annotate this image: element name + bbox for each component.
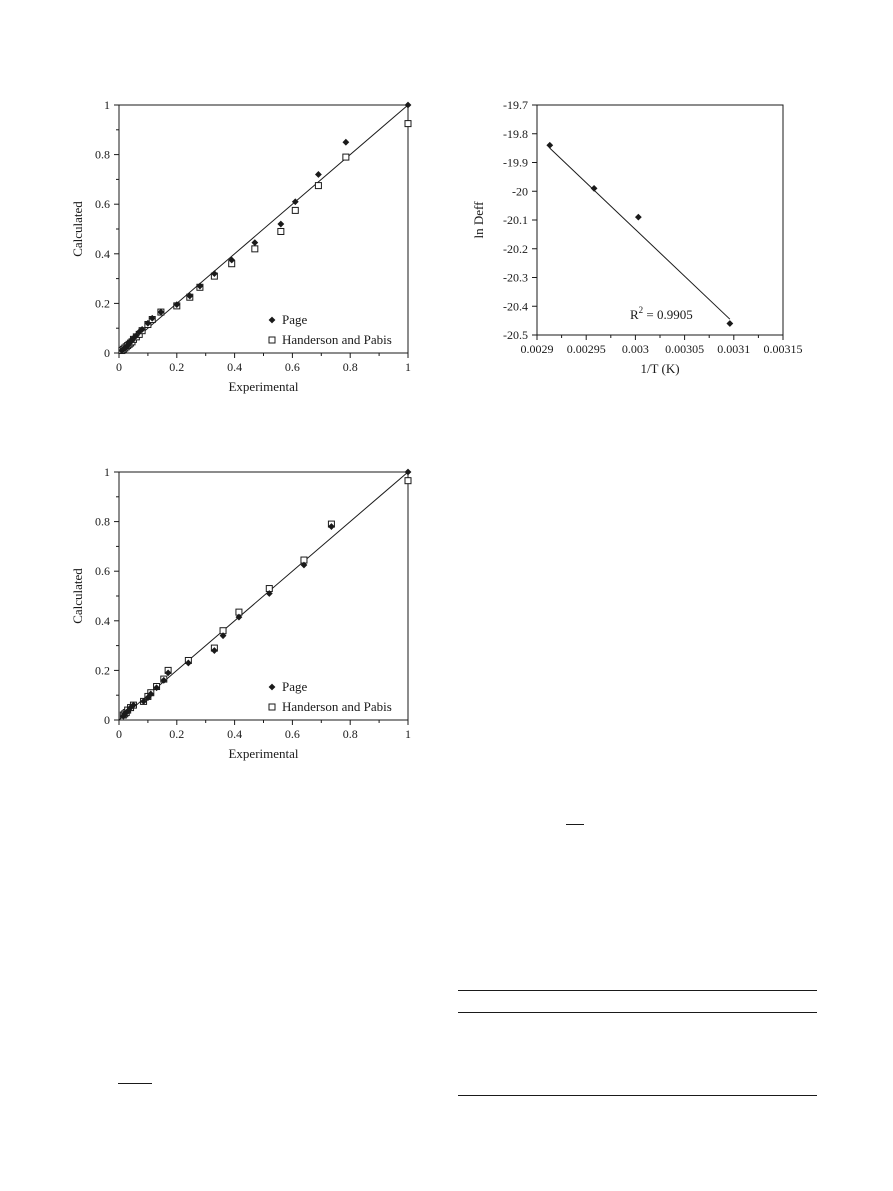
chart2-point-ln-deff bbox=[591, 185, 598, 192]
chart3-x-tick-label: 1 bbox=[405, 727, 411, 741]
chart1-y-tick-label: 1 bbox=[104, 98, 110, 112]
chart2-point-ln-deff bbox=[726, 320, 733, 327]
chart3-legend-marker-page bbox=[269, 684, 276, 691]
chart2-y-tick-label: -19.7 bbox=[503, 98, 528, 112]
chart2-x-tick-label: 0.003 bbox=[621, 342, 649, 356]
chart3-x-axis-title: Experimental bbox=[228, 746, 299, 761]
chart3-y-axis-title: Calculated bbox=[70, 568, 85, 624]
chart1-x-tick-label: 0 bbox=[116, 360, 122, 374]
chart1-x-tick-label: 0.6 bbox=[284, 360, 300, 374]
table-header-rule bbox=[458, 1012, 817, 1013]
chart3-y-tick-label: 0.8 bbox=[95, 514, 110, 529]
chart3-legend-label-page: Page bbox=[282, 679, 308, 694]
r-squared-superscript: 2 bbox=[638, 305, 644, 315]
chart1-point-page bbox=[251, 239, 258, 246]
chart2-y-tick-label: -20.4 bbox=[503, 299, 528, 314]
chart3-y-tick-label: 0 bbox=[104, 713, 110, 727]
chart1-point-handerson-pabis bbox=[405, 121, 411, 127]
chart2-y-tick-label: -20.3 bbox=[503, 270, 528, 285]
table-bottom-rule bbox=[458, 1095, 817, 1096]
chart1-legend-marker-handerson-pabis bbox=[269, 337, 275, 343]
chart2-r-squared-annotation bbox=[630, 305, 693, 322]
r-squared-value: = 0.9905 bbox=[643, 307, 693, 322]
chart2-x-axis-title: 1/T (K) bbox=[640, 361, 680, 376]
chart1-x-tick-label: 0.2 bbox=[169, 360, 185, 374]
chart3-x-tick-label: 0.2 bbox=[169, 727, 185, 741]
chart3-x-tick-label: 0.4 bbox=[227, 727, 243, 741]
chart1-point-handerson-pabis bbox=[278, 228, 284, 234]
chart1-legend-marker-page bbox=[269, 317, 276, 324]
chart3-x-tick-label: 0 bbox=[116, 727, 122, 741]
chart1-point-page bbox=[277, 221, 284, 228]
chart1-point-handerson-pabis bbox=[252, 246, 258, 252]
chart1-y-tick-label: 0.8 bbox=[95, 147, 110, 162]
chart2-x-tick-label: 0.00305 bbox=[665, 342, 705, 356]
chart2-y-tick-label: -19.8 bbox=[503, 126, 528, 141]
chart2-y-tick-label: -20.1 bbox=[503, 213, 528, 227]
chart1-x-tick-label: 0.4 bbox=[227, 360, 243, 374]
chart3-legend-label-handerson-pabis: Handerson and Pabis bbox=[282, 699, 392, 714]
chart2-x-tick-label: 0.00295 bbox=[566, 342, 606, 356]
chart1-y-tick-label: 0.4 bbox=[95, 246, 110, 261]
table-top-rule bbox=[458, 990, 817, 991]
chart2-plot-frame bbox=[537, 105, 783, 335]
chart3-y-tick-label: 0.2 bbox=[95, 663, 110, 678]
chart1-legend-label-page: Page bbox=[282, 312, 308, 327]
chart1-y-axis-title: Calculated bbox=[70, 201, 85, 257]
chart1-y-tick-label: 0.6 bbox=[95, 197, 110, 212]
chart2-y-tick-label: -20.5 bbox=[503, 328, 528, 342]
chart1-reference-line bbox=[119, 105, 408, 353]
chart3-x-tick-label: 0.6 bbox=[284, 727, 300, 741]
chart1-point-page bbox=[315, 171, 322, 178]
chart2-y-axis-title: ln Deff bbox=[471, 201, 486, 239]
r-squared-symbol: R bbox=[630, 307, 639, 322]
chart3-y-tick-label: 0.4 bbox=[95, 613, 110, 628]
chart1-legend-label-handerson-pabis: Handerson and Pabis bbox=[282, 332, 392, 347]
chart2-x-tick-label: 0.0031 bbox=[717, 342, 751, 356]
chart2-point-ln-deff bbox=[635, 214, 642, 221]
chart2-x-tick-label: 0.0029 bbox=[520, 342, 554, 356]
chart2-trend-line bbox=[550, 148, 730, 319]
chart1-x-tick-label: 1 bbox=[405, 360, 411, 374]
chart2-x-tick-label: 0.00315 bbox=[763, 342, 803, 356]
chart1-point-handerson-pabis bbox=[343, 154, 349, 160]
chart1-y-tick-label: 0 bbox=[104, 346, 110, 360]
chart1-point-handerson-pabis bbox=[292, 207, 298, 213]
chart2-y-tick-label: -20 bbox=[512, 184, 528, 199]
chart1-y-tick-label: 0.2 bbox=[95, 296, 110, 311]
chart1-x-tick-label: 0.8 bbox=[342, 360, 358, 374]
chart3-reference-line bbox=[119, 472, 408, 720]
chart2-point-ln-deff bbox=[546, 142, 553, 149]
chart3-x-tick-label: 0.8 bbox=[342, 727, 358, 741]
chart1-point-page bbox=[342, 139, 349, 146]
chart3-y-tick-label: 1 bbox=[104, 465, 110, 479]
chart1-point-handerson-pabis bbox=[315, 183, 321, 189]
chart3-point-handerson-pabis bbox=[405, 478, 411, 484]
chart2-y-tick-label: -20.2 bbox=[503, 241, 528, 256]
chart1-x-axis-title: Experimental bbox=[228, 379, 299, 394]
equation-fraction-bar-right bbox=[566, 824, 584, 825]
chart3-y-tick-label: 0.6 bbox=[95, 564, 110, 579]
chart2-y-tick-label: -19.9 bbox=[503, 155, 528, 170]
chart3-legend-marker-handerson-pabis bbox=[269, 704, 275, 710]
equation-fraction-bar-left bbox=[118, 1083, 152, 1084]
